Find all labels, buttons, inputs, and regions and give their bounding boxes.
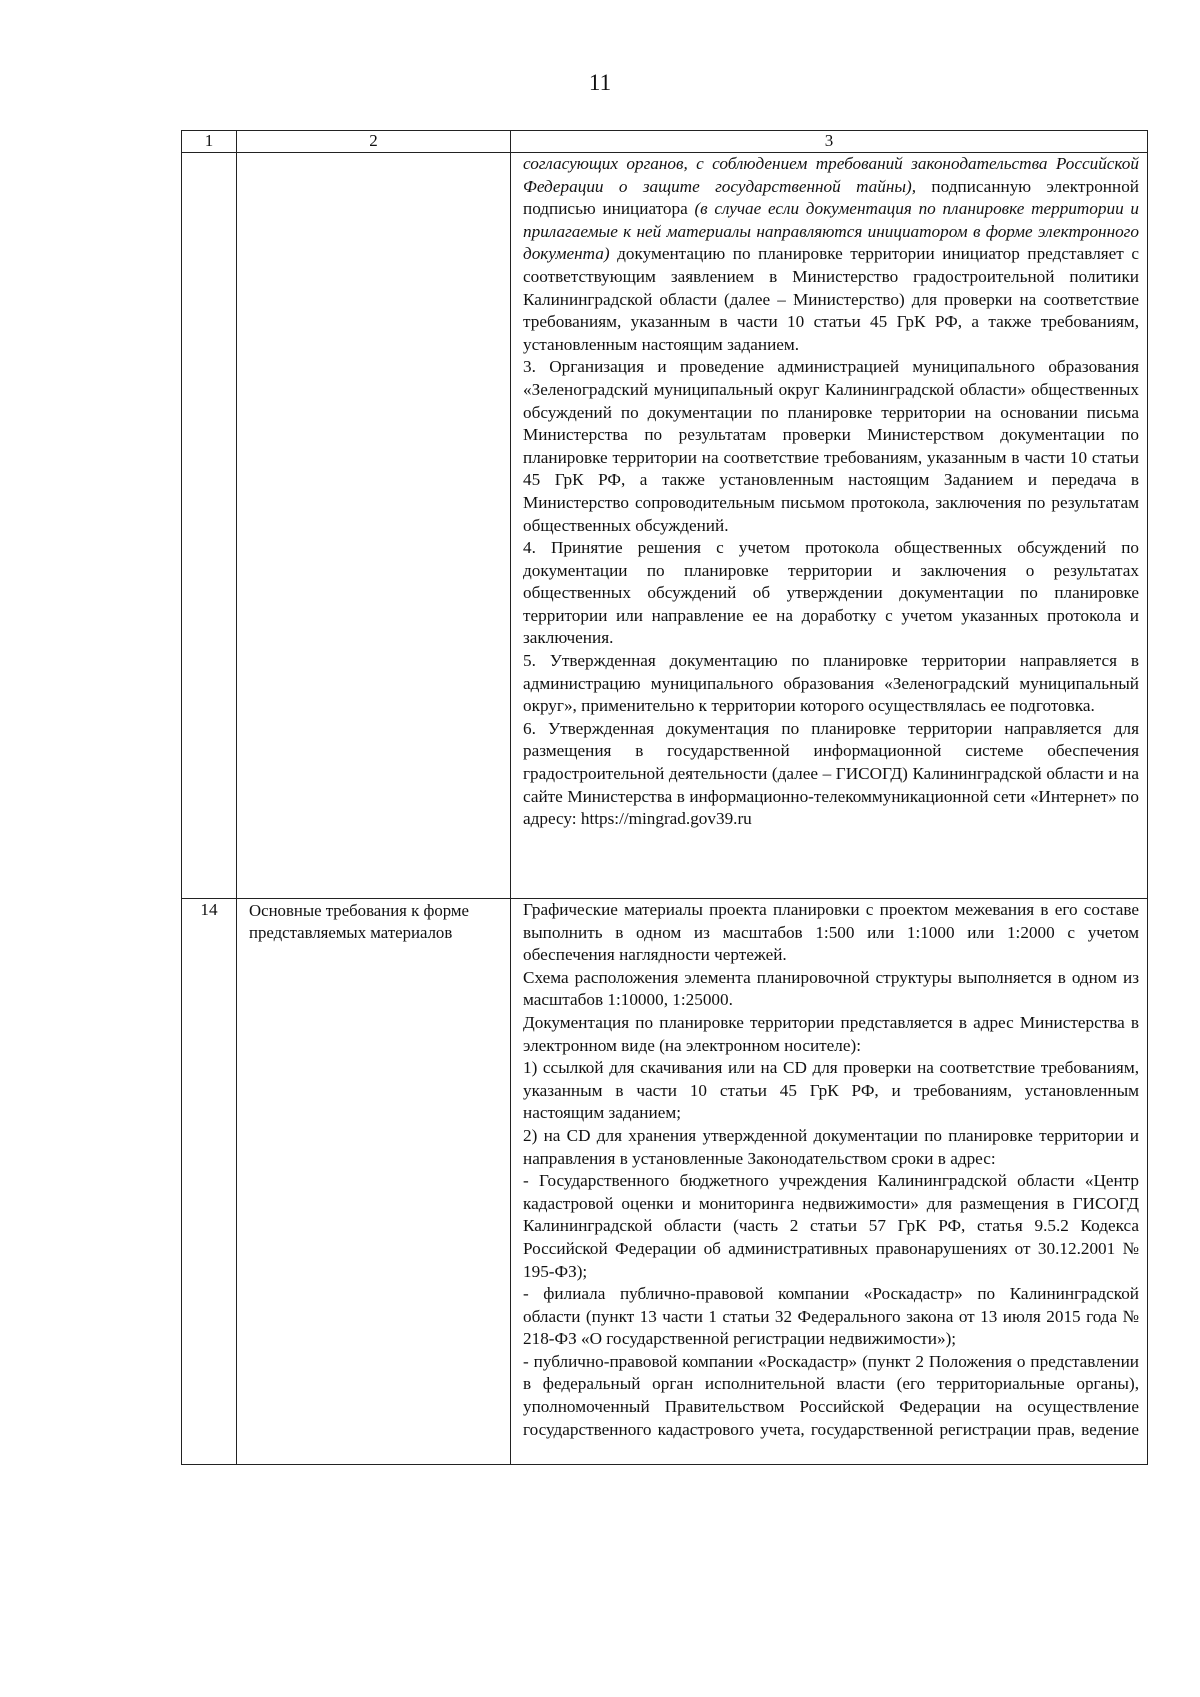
table-row-14 [182,899,1148,1465]
column-number-2: 2 [237,131,511,153]
table-header-row [182,131,1148,153]
paragraph-6: 6. Утвержденная документация по планировке территории направляется для размещения в государственной информационной системе обеспечения градостроительной деятельности (далее – ГИСОГД) Калининградской области и на сайте Министерства в информационно-телекоммуникационной сети «Интернет» по адресу: https://mingrad.gov39.ru [523,718,1139,829]
page-number: 11 [588,70,612,95]
italic-fragment: (в случае если документация по планировке территории и прилагаемые к ней материалы направляются инициатором в форме электронного документа) [523,199,1139,264]
paragraph-4: 4. Принятие решения с учетом протокола общественных обсуждений по документации по планировке территории и заключения о результатах общественных обсуждений об утверждении документации по планировке территории или направление ее на доработку с учетом указанных протокола и заключения. [523,538,1139,648]
row-label-cell [237,153,511,899]
paragraph-item-2: 2) на CD для хранения утвержденной документации по планировке территории и направления в установленные Законодательством сроки в адрес: [523,1125,1139,1168]
paragraph-5: 5. Утвержденная документацию по планировке территории направляется в администрацию муниципального образования «Зеленоградский муниципальный округ», применительно к территории которого осуществлялась ее подготовка. [523,651,1139,716]
row-number-cell: 14 [182,899,237,1465]
row-text-cell [511,899,1148,1465]
paragraph-electronic-form: Документация по планировке территории представляется в адрес Министерства в электронном виде (на электронном носителе): [523,1012,1139,1055]
table-row-continued [182,153,1148,899]
row-text-cell [511,153,1148,899]
paragraph-procedure-continued [523,153,1139,356]
paragraph-recipient-branch: - филиала публично-правовой компании «Роскадастр» по Калининградской области (пункт 13 части 1 статьи 32 Федерального закона от 13 июля 2015 года № 218-ФЗ «О государственной регистрации недвижимости»); [523,1284,1139,1349]
requirements-table [181,130,1148,1465]
column-number-1: 1 [182,131,237,153]
paragraph-3: 3. Организация и проведение администрацией муниципального образования «Зеленоградский муниципальный округ Калининградской области» общественных обсуждений по документации по планировке территории на основании письма Министерства по результатам проверки Министерством документации по планировке территории на соответствие требованиям, указанным в части 10 статьи 45 ГрК РФ, а также установленным настоящим Заданием и передача в Министерство сопроводительным письмом протокола, заключения по результатам общественных обсуждений. [523,357,1139,535]
row-number-cell [182,153,237,899]
paragraph-scheme-scale: Схема расположения элемента планировочной структуры выполняется в одном из масштабов 1:10000, 1:25000. [523,967,1139,1010]
text-fragment: подписанную электронной подписью инициатора [523,176,1139,219]
paragraph-recipient-roskadastr: - публично-правовой компании «Роскадастр» (пункт 2 Положения о представлении в федеральный орган исполнительной власти (его территориальные органы), уполномоченный Правительством Российской Федерации на осуществление государственного кадастрового учета, государственной регистрации прав, ведение [523,1351,1139,1439]
paragraph-graphics-scale: Графические материалы проекта планировки с проектом межевания в его составе выполнить в одном из масштабов 1:500 или 1:1000 или 1:2000 с учетом обеспечения наглядности чертежей. [523,900,1139,965]
column-number-3: 3 [511,131,1148,153]
text-fragment: документацию по планировке территории инициатор представляет с соответствующим заявлением в Министерство градостроительной политики Калининградской области (далее – Министерство) для проверки на соответствие требованиям, указанным в части 10 статьи 45 ГрК РФ, а также требованиям, установленным настоящим заданием. [523,244,1139,354]
paragraph-item-1: 1) ссылкой для скачивания или на CD для проверки на соответствие требованиям, указанным в части 10 статьи 45 ГрК РФ, и требованиям, установленным настоящим заданием; [523,1058,1139,1123]
paragraph-recipient-gbu: - Государственного бюджетного учреждения Калининградской области «Центр кадастровой оценки и мониторинга недвижимости» для размещения в ГИСОГД Калининградской области (часть 2 статьи 57 ГрК РФ, статья 9.5.2 Кодекса Российской Федерации об административных правонарушениях от 30.12.2001 № 195-ФЗ); [523,1171,1139,1281]
row-label-cell: Основные требования к форме представляемых материалов [237,899,511,1465]
italic-fragment: согласующих органов, с соблюдением требований законодательства Российской Федерации о защите государственной тайны), [523,154,1139,196]
